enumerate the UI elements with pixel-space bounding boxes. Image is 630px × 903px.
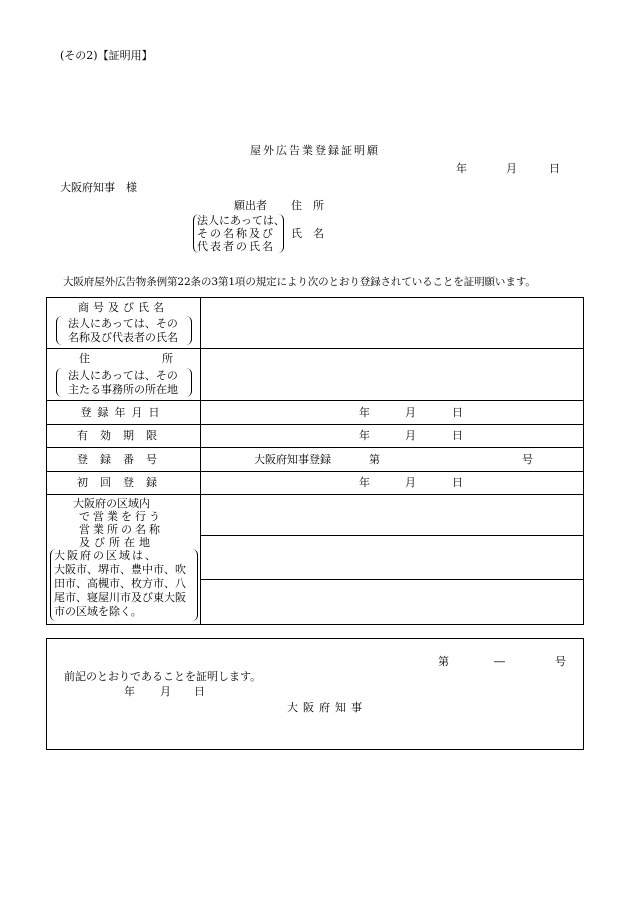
registration-day: 日 <box>452 406 463 419</box>
applicant-corp-note-2: その名称及び <box>197 227 275 240</box>
request-statement: 大阪府屋外広告物条例第22条の3第1項の規定により次のとおり登録されていることを証明願います。 <box>63 276 536 288</box>
trade-name-label: 商号及び氏名 <box>78 301 168 314</box>
certificate-issuer: 大阪府知事 <box>287 701 367 714</box>
registration-month: 月 <box>405 406 416 419</box>
address-note-2: 主たる事務所の所在地 <box>68 383 178 396</box>
offices-label-2: で営業を行う <box>79 510 163 523</box>
table-column-divider <box>200 297 201 625</box>
applicant-corp-note-1: 法人にあっては、 <box>197 214 285 227</box>
certificate-dai: 第 <box>438 655 449 668</box>
offices-label-1: 大阪府の区域内 <box>73 497 150 510</box>
request-month: 月 <box>506 162 517 175</box>
applicant-corp-note-3: 代表者の氏名 <box>197 240 275 253</box>
address-label-left: 住 <box>79 352 90 365</box>
certificate-year: 年 <box>124 685 135 698</box>
form-type-label: (その2)【証明用】 <box>60 49 153 62</box>
first-registration-month: 月 <box>405 476 416 489</box>
certificate-month: 月 <box>160 685 171 698</box>
first-registration-day: 日 <box>452 476 463 489</box>
valid-year: 年 <box>359 429 370 442</box>
request-day: 日 <box>549 162 560 175</box>
valid-month: 月 <box>405 429 416 442</box>
address-note-1: 法人にあっては、その <box>68 369 178 382</box>
registration-number-go: 号 <box>522 453 533 466</box>
registration-year: 年 <box>359 406 370 419</box>
registration-number-dai: 第 <box>369 453 380 466</box>
trade-name-note-2: 名称及び代表者の氏名 <box>68 331 178 344</box>
certificate-go: 号 <box>555 655 566 668</box>
registration-number-label: 登録番号 <box>77 453 169 466</box>
offices-note-4: 尾市、寝屋川市及び東大阪 <box>54 591 186 604</box>
first-registration-year: 年 <box>359 476 370 489</box>
valid-period-label: 有効期限 <box>77 429 169 442</box>
addressee: 大阪府知事 様 <box>60 181 137 194</box>
certificate-day: 日 <box>194 685 205 698</box>
applicant-address-label: 住 所 <box>291 199 324 212</box>
form-title: 屋外広告業登録証明願 <box>250 144 380 157</box>
offices-note-1: 大阪府の区域は、 <box>54 549 158 562</box>
address-label-right: 所 <box>162 352 173 365</box>
request-year: 年 <box>456 162 467 175</box>
trade-name-note-1: 法人にあっては、その <box>68 317 178 330</box>
first-registration-label: 初回登録 <box>77 476 169 489</box>
offices-note-5: 市の区域を除く。 <box>54 605 142 618</box>
applicant-name-label: 氏 名 <box>291 227 324 240</box>
offices-note-2: 大阪市、堺市、豊中市、吹 <box>54 563 186 576</box>
registration-date-label: 登録年月日 <box>80 406 166 419</box>
valid-day: 日 <box>452 429 463 442</box>
certificate-statement: 前記のとおりであることを証明します。 <box>64 670 262 683</box>
offices-note-3: 田市、高槻市、枚方市、八 <box>54 577 186 590</box>
registration-number-prefix: 大阪府知事登録 <box>254 453 331 466</box>
offices-label-4: 及び所在地 <box>79 536 154 549</box>
applicant-label: 願出者 <box>234 199 267 212</box>
offices-label-3: 営業所の名称 <box>79 523 163 536</box>
certificate-dash: ― <box>494 655 505 668</box>
